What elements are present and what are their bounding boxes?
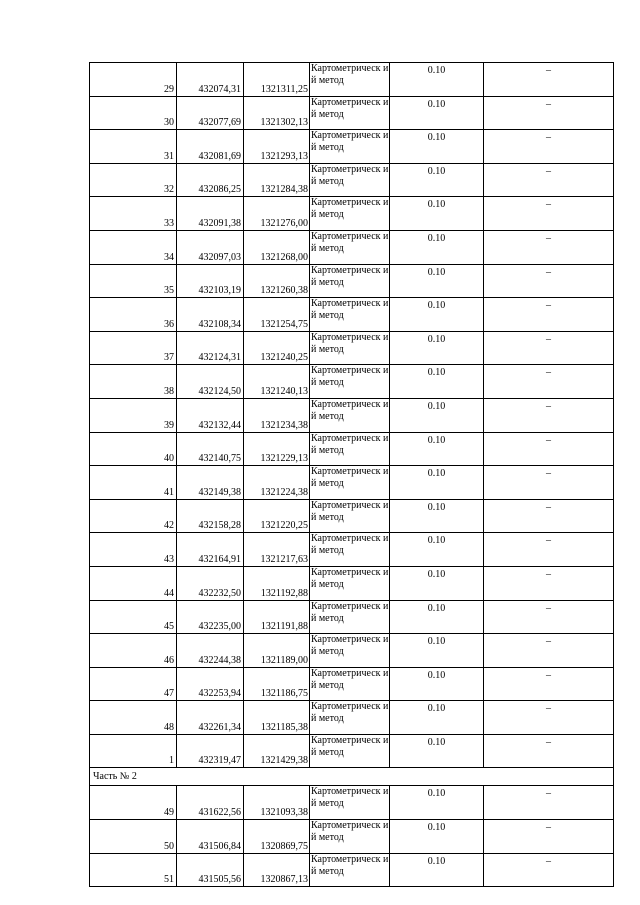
point-number: 35: [90, 264, 177, 298]
determination-method: Картометрическ ий метод: [310, 331, 390, 365]
coordinates-table-body: [90, 63, 614, 887]
coordinate-y: 1321224,38: [244, 466, 310, 500]
point-number: 1: [90, 734, 177, 768]
coordinate-y: 1321229,13: [244, 432, 310, 466]
determination-method: Картометрическ ий метод: [310, 130, 390, 164]
accuracy-value: 0.10: [390, 264, 484, 298]
point-description: –: [484, 432, 614, 466]
table-row: [90, 734, 614, 768]
determination-method: Картометрическ ий метод: [310, 786, 390, 820]
coordinate-y: 1321276,00: [244, 197, 310, 231]
coordinate-y: 1321189,00: [244, 634, 310, 668]
coordinate-y: 1321192,88: [244, 566, 310, 600]
coordinate-x: 432124,31: [177, 331, 244, 365]
coordinate-x: 432086,25: [177, 163, 244, 197]
coordinate-y: 1321254,75: [244, 298, 310, 332]
point-description: –: [484, 197, 614, 231]
point-description: –: [484, 634, 614, 668]
determination-method: Картометрическ ий метод: [310, 298, 390, 332]
point-description: –: [484, 820, 614, 854]
point-description: –: [484, 298, 614, 332]
coordinate-x: 432081,69: [177, 130, 244, 164]
coordinate-y: 1321220,25: [244, 499, 310, 533]
table-row: [90, 600, 614, 634]
coordinate-y: 1320869,75: [244, 820, 310, 854]
point-description: –: [484, 533, 614, 567]
coordinate-y: 1321185,38: [244, 701, 310, 735]
determination-method: Картометрическ ий метод: [310, 398, 390, 432]
point-description: –: [484, 230, 614, 264]
coordinate-y: 1320867,13: [244, 853, 310, 887]
point-number: 33: [90, 197, 177, 231]
determination-method: Картометрическ ий метод: [310, 365, 390, 399]
determination-method: Картометрическ ий метод: [310, 820, 390, 854]
point-number: 40: [90, 432, 177, 466]
determination-method: Картометрическ ий метод: [310, 466, 390, 500]
point-description: –: [484, 163, 614, 197]
coordinate-x: 432091,38: [177, 197, 244, 231]
table-row: [90, 667, 614, 701]
point-number: 43: [90, 533, 177, 567]
table-row: [90, 566, 614, 600]
accuracy-value: 0.10: [390, 130, 484, 164]
table-row: [90, 432, 614, 466]
determination-method: Картометрическ ий метод: [310, 230, 390, 264]
determination-method: Картометрическ ий метод: [310, 264, 390, 298]
point-description: –: [484, 96, 614, 130]
accuracy-value: 0.10: [390, 667, 484, 701]
point-number: 45: [90, 600, 177, 634]
point-number: 38: [90, 365, 177, 399]
section-label: Часть № 2: [90, 768, 614, 786]
point-number: 39: [90, 398, 177, 432]
coordinate-y: 1321186,75: [244, 667, 310, 701]
point-number: 37: [90, 331, 177, 365]
table-row: [90, 163, 614, 197]
table-row: [90, 365, 614, 399]
table-row: [90, 264, 614, 298]
determination-method: Картометрическ ий метод: [310, 533, 390, 567]
accuracy-value: 0.10: [390, 63, 484, 97]
coordinate-y: 1321093,38: [244, 786, 310, 820]
point-number: 29: [90, 63, 177, 97]
coordinate-x: 432077,69: [177, 96, 244, 130]
table-row: [90, 63, 614, 97]
table-row: [90, 466, 614, 500]
point-description: –: [484, 331, 614, 365]
coordinate-y: 1321240,25: [244, 331, 310, 365]
table-row: [90, 499, 614, 533]
point-number: 36: [90, 298, 177, 332]
accuracy-value: 0.10: [390, 786, 484, 820]
table-row: [90, 230, 614, 264]
accuracy-value: 0.10: [390, 398, 484, 432]
accuracy-value: 0.10: [390, 853, 484, 887]
point-description: –: [484, 264, 614, 298]
accuracy-value: 0.10: [390, 96, 484, 130]
table-row: [90, 853, 614, 887]
coordinate-y: 1321293,13: [244, 130, 310, 164]
accuracy-value: 0.10: [390, 466, 484, 500]
coordinates-table: [89, 62, 614, 887]
coordinate-x: 431506,84: [177, 820, 244, 854]
table-row: [90, 820, 614, 854]
point-description: –: [484, 499, 614, 533]
determination-method: Картометрическ ий метод: [310, 600, 390, 634]
accuracy-value: 0.10: [390, 566, 484, 600]
section-header-row: [90, 768, 614, 786]
point-description: –: [484, 667, 614, 701]
coordinate-y: 1321217,63: [244, 533, 310, 567]
point-description: –: [484, 853, 614, 887]
coordinate-x: 432235,00: [177, 600, 244, 634]
determination-method: Картометрическ ий метод: [310, 432, 390, 466]
point-number: 32: [90, 163, 177, 197]
coordinate-x: 431622,56: [177, 786, 244, 820]
accuracy-value: 0.10: [390, 331, 484, 365]
table-row: [90, 96, 614, 130]
determination-method: Картометрическ ий метод: [310, 63, 390, 97]
coordinate-x: 432074,31: [177, 63, 244, 97]
point-description: –: [484, 130, 614, 164]
point-number: 49: [90, 786, 177, 820]
point-number: 42: [90, 499, 177, 533]
accuracy-value: 0.10: [390, 230, 484, 264]
determination-method: Картометрическ ий метод: [310, 499, 390, 533]
point-number: 50: [90, 820, 177, 854]
determination-method: Картометрическ ий метод: [310, 197, 390, 231]
coordinate-y: 1321260,38: [244, 264, 310, 298]
determination-method: Картометрическ ий метод: [310, 734, 390, 768]
coordinate-x: 432158,28: [177, 499, 244, 533]
point-number: 30: [90, 96, 177, 130]
point-description: –: [484, 566, 614, 600]
accuracy-value: 0.10: [390, 820, 484, 854]
coordinate-x: 432261,34: [177, 701, 244, 735]
coordinate-x: 432132,44: [177, 398, 244, 432]
point-number: 44: [90, 566, 177, 600]
coordinate-x: 432103,19: [177, 264, 244, 298]
table-row: [90, 533, 614, 567]
determination-method: Картометрическ ий метод: [310, 667, 390, 701]
accuracy-value: 0.10: [390, 634, 484, 668]
accuracy-value: 0.10: [390, 600, 484, 634]
point-description: –: [484, 734, 614, 768]
accuracy-value: 0.10: [390, 734, 484, 768]
point-description: –: [484, 63, 614, 97]
coordinate-x: 432253,94: [177, 667, 244, 701]
accuracy-value: 0.10: [390, 365, 484, 399]
accuracy-value: 0.10: [390, 701, 484, 735]
point-number: 47: [90, 667, 177, 701]
point-description: –: [484, 365, 614, 399]
point-description: –: [484, 701, 614, 735]
point-number: 46: [90, 634, 177, 668]
point-number: 31: [90, 130, 177, 164]
accuracy-value: 0.10: [390, 533, 484, 567]
point-description: –: [484, 786, 614, 820]
coordinate-x: 432108,34: [177, 298, 244, 332]
table-row: [90, 331, 614, 365]
point-number: 34: [90, 230, 177, 264]
accuracy-value: 0.10: [390, 197, 484, 231]
table-row: [90, 398, 614, 432]
accuracy-value: 0.10: [390, 432, 484, 466]
coordinate-x: 431505,56: [177, 853, 244, 887]
determination-method: Картометрическ ий метод: [310, 566, 390, 600]
accuracy-value: 0.10: [390, 163, 484, 197]
coordinate-y: 1321302,13: [244, 96, 310, 130]
determination-method: Картометрическ ий метод: [310, 96, 390, 130]
coordinate-x: 432164,91: [177, 533, 244, 567]
table-row: [90, 786, 614, 820]
table-row: [90, 634, 614, 668]
coordinate-y: 1321191,88: [244, 600, 310, 634]
coordinate-x: 432319,47: [177, 734, 244, 768]
point-description: –: [484, 600, 614, 634]
coordinate-y: 1321268,00: [244, 230, 310, 264]
coordinate-y: 1321234,38: [244, 398, 310, 432]
point-number: 51: [90, 853, 177, 887]
table-row: [90, 701, 614, 735]
coordinate-x: 432244,38: [177, 634, 244, 668]
table-row: [90, 197, 614, 231]
accuracy-value: 0.10: [390, 298, 484, 332]
determination-method: Картометрическ ий метод: [310, 853, 390, 887]
determination-method: Картометрическ ий метод: [310, 701, 390, 735]
coordinate-y: 1321429,38: [244, 734, 310, 768]
point-description: –: [484, 398, 614, 432]
point-number: 48: [90, 701, 177, 735]
coordinate-y: 1321284,38: [244, 163, 310, 197]
determination-method: Картометрическ ий метод: [310, 163, 390, 197]
determination-method: Картометрическ ий метод: [310, 634, 390, 668]
coordinate-y: 1321311,25: [244, 63, 310, 97]
table-row: [90, 130, 614, 164]
coordinate-x: 432097,03: [177, 230, 244, 264]
coordinate-x: 432140,75: [177, 432, 244, 466]
coordinate-x: 432149,38: [177, 466, 244, 500]
coordinate-y: 1321240,13: [244, 365, 310, 399]
point-description: –: [484, 466, 614, 500]
coordinate-x: 432124,50: [177, 365, 244, 399]
accuracy-value: 0.10: [390, 499, 484, 533]
point-number: 41: [90, 466, 177, 500]
coordinate-x: 432232,50: [177, 566, 244, 600]
table-row: [90, 298, 614, 332]
